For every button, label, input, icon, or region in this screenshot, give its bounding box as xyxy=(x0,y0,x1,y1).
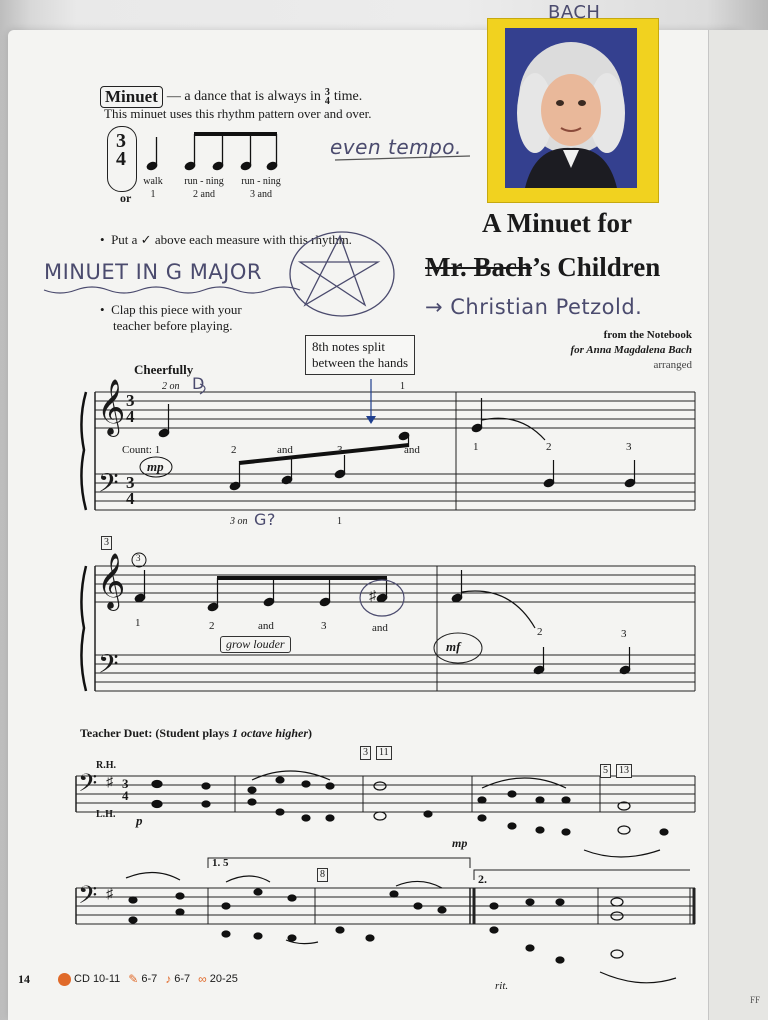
lh-start-finger: 3 on xyxy=(230,516,248,527)
treble-clef-2: 𝄞 xyxy=(97,555,126,608)
count2-2: 2 xyxy=(209,620,215,632)
title-rest: ’s Children xyxy=(532,252,661,282)
duet-measure-5: 5 xyxy=(600,764,611,778)
flashcard-icon: ∞ xyxy=(198,972,207,986)
callout-arrowhead xyxy=(366,416,376,424)
duet-measure-13: 13 xyxy=(616,764,632,778)
second-ending: 2. xyxy=(478,872,487,886)
duet-heading xyxy=(80,726,312,741)
duet-endings xyxy=(208,858,690,880)
source-line2: for Anna Magdalena Bach xyxy=(570,344,692,356)
bass-clef-2: 𝄢 xyxy=(98,649,119,685)
measure2-finger: 1 xyxy=(400,381,405,392)
count-label-text: Count: xyxy=(122,444,152,456)
duet-heading-suffix: ) xyxy=(308,726,313,740)
definition-prefix: — a dance that is always in xyxy=(166,89,321,104)
duet-time-signature xyxy=(122,778,129,802)
callout-line1: 8th notes split xyxy=(312,339,385,354)
bullet-checkmark: • Put a ✓ above each measure with this rhythm. xyxy=(100,232,352,247)
key-underline-wave xyxy=(44,287,300,293)
rhythm-count: 3 and xyxy=(250,189,272,200)
count-3-m2: 3 xyxy=(626,441,632,453)
duet-measure-11: 11 xyxy=(376,746,392,760)
cd-tracks: CD 10-11 xyxy=(74,973,121,985)
count-label xyxy=(122,444,160,456)
footer-links xyxy=(58,972,238,986)
grow-louder-box: grow louder xyxy=(220,636,291,653)
duet-bass-clef: 𝄢 xyxy=(78,770,98,803)
time-signature-treble xyxy=(126,393,135,425)
intro-line2: This minuet uses this rhythm pattern over and over. xyxy=(104,106,372,121)
first-ending: 1. 5 xyxy=(212,857,229,869)
tempo-marking: Cheerfully xyxy=(134,362,194,377)
bullet-clap-line2: teacher before playing. xyxy=(113,318,233,333)
duet-system2-staves xyxy=(76,888,695,924)
page-number: 14 xyxy=(18,972,30,986)
system2-brace xyxy=(81,566,86,691)
bullet-checkmark-text: Put a ✓ above each measure with this rhythm. xyxy=(111,232,352,247)
technique-icon: ♪ xyxy=(165,972,172,986)
system2-staves xyxy=(95,566,695,691)
bass-clef: 𝄢 xyxy=(98,468,119,504)
attribution-handwriting: → Christian Petzold. xyxy=(425,295,643,319)
system1-notes xyxy=(158,398,636,491)
count2-2-m2: 2 xyxy=(537,626,543,638)
meter-top: 3 xyxy=(324,87,330,98)
duet-measure-3: 3 xyxy=(360,746,371,760)
system1-brace xyxy=(81,392,86,510)
definition-suffix: time. xyxy=(333,89,363,104)
flashcard-numbers: 20-25 xyxy=(209,973,238,985)
rhythm-word: run - ning xyxy=(184,176,224,187)
duet-heading-italic: 1 octave higher xyxy=(232,726,309,740)
ritardando: rit. xyxy=(495,980,509,992)
minuet-term: Minuet xyxy=(100,86,163,108)
count-2-m2: 2 xyxy=(546,441,552,453)
count-and: and xyxy=(277,444,293,456)
duet-system1-notes xyxy=(152,771,668,857)
cd-icon xyxy=(58,973,71,986)
count-and-2: and xyxy=(404,444,420,456)
pencil-reference xyxy=(128,972,157,986)
bullet-clap: • Clap this piece with your teacher before playing. xyxy=(100,302,242,333)
count2-and-2: and xyxy=(372,622,388,634)
meter-bottom: 4 xyxy=(324,96,330,107)
technique-pages: 6-7 xyxy=(174,973,191,985)
treble-clef: 𝄞 xyxy=(97,381,126,434)
source-line1: from the Notebook xyxy=(603,329,692,341)
dynamic-mp: mp xyxy=(147,459,164,474)
duet-dynamic-p: p xyxy=(136,813,143,828)
lh-finger-2: 1 xyxy=(337,516,342,527)
dynamic-mf: mf xyxy=(446,639,461,654)
time-sig-top: 3 xyxy=(126,391,135,410)
title-line1: A Minuet for xyxy=(482,208,632,238)
key-handwriting: MINUET IN G MAJOR xyxy=(44,260,262,284)
time-sig-top: 3 xyxy=(126,473,135,492)
rhythm-meter-top: 3 xyxy=(116,130,126,152)
duet-key-sharp-2: ♯ xyxy=(106,887,113,902)
duet-bass-clef-2: 𝄢 xyxy=(78,882,98,915)
duet-system1-staves xyxy=(76,776,695,812)
rhythm-meter-bottom: 4 xyxy=(116,148,126,170)
sharp-sign: ♯ xyxy=(369,589,376,604)
tempo-handwriting: even tempo. xyxy=(330,135,462,159)
arranged-label: arranged xyxy=(653,359,692,371)
count-1: 1 xyxy=(154,444,161,456)
rhythm-word: walk xyxy=(143,176,163,187)
count2-1: 1 xyxy=(135,617,141,629)
system1-staves xyxy=(95,392,695,510)
lh-label: L.H. xyxy=(96,809,116,820)
duet-dynamic-mp: mp xyxy=(452,836,468,850)
callout-box xyxy=(305,335,415,375)
rh-label: R.H. xyxy=(96,760,116,771)
time-sig-top: 3 xyxy=(122,776,129,791)
next-page-label: FF xyxy=(750,995,761,1005)
duet-key-sharp: ♯ xyxy=(106,775,113,790)
measure-number-3: 3 xyxy=(101,536,112,550)
callout-line2: between the hands xyxy=(312,355,409,370)
rh-finger-handwriting: D xyxy=(192,374,205,393)
count-3: 3 xyxy=(337,444,343,456)
time-signature-bass xyxy=(126,475,135,507)
count2-and: and xyxy=(258,620,274,632)
composer-handwriting: BACH xyxy=(548,2,601,23)
rhythm-count: 2 and xyxy=(193,189,215,200)
rhythm-pattern-notes xyxy=(146,134,278,171)
time-sig-bottom: 4 xyxy=(126,407,135,426)
lh-finger-handwriting: G? xyxy=(254,510,276,529)
count-2: 2 xyxy=(231,444,237,456)
time-sig-bottom: 4 xyxy=(126,489,135,508)
cd-reference xyxy=(58,973,120,986)
technique-reference xyxy=(165,972,190,986)
flashcard-reference xyxy=(198,972,238,986)
or-label: or xyxy=(120,191,132,205)
pencil-pages: 6-7 xyxy=(141,973,158,985)
time-sig-bottom: 4 xyxy=(122,788,129,803)
title-struck: Mr. Bach xyxy=(425,252,532,282)
duet-heading-prefix: Teacher Duet: (Student plays xyxy=(80,726,233,740)
tempo-underline xyxy=(335,156,470,160)
rhythm-word: run - ning xyxy=(241,176,281,187)
bullet-clap-line1: Clap this piece with your xyxy=(111,302,242,317)
rhythm-count: 1 xyxy=(150,189,156,200)
rh-start-finger: 2 on xyxy=(162,381,180,392)
duet-measure-8: 8 xyxy=(317,868,328,882)
count-1-m2: 1 xyxy=(473,441,479,453)
count2-3-m2: 3 xyxy=(621,628,627,640)
handwritten-star xyxy=(290,232,394,316)
circled-finger-3: 3 xyxy=(136,553,141,563)
count2-3: 3 xyxy=(321,620,327,632)
pencil-icon: ✎ xyxy=(128,972,139,986)
